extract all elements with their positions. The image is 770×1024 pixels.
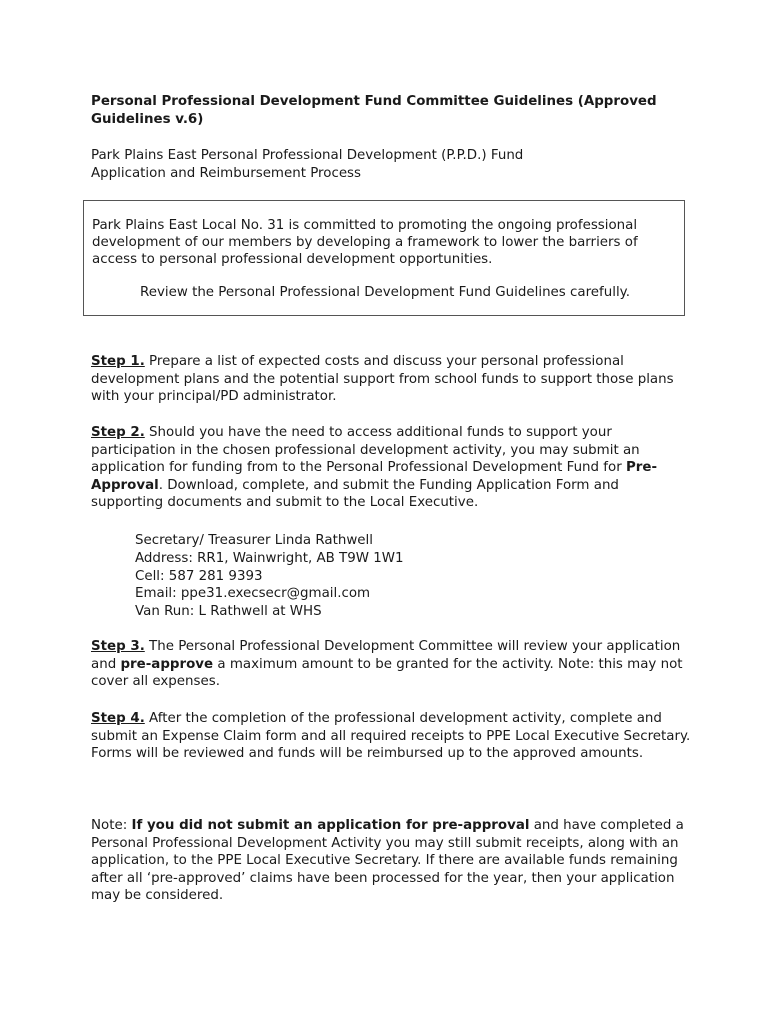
step-3-pre-approve: pre-approve: [120, 656, 214, 672]
contact-cell: Cell: 587 281 9393: [135, 568, 263, 584]
commitment-paragraph: Park Plains East Local No. 31 is committed to promoting the ongoing professional development of our members by developing a framework to lower the barriers of access to personal professional development opportunities.: [92, 218, 638, 267]
document-subtitle: [91, 147, 691, 182]
document-title: Personal Professional Development Fund Committee Guidelines (Approved Guidelines v.6): [91, 94, 657, 127]
note-prefix: Note:: [91, 818, 128, 833]
step-3-text-a: The Personal Professional Development Committee will review your application and: [91, 639, 681, 672]
step-4: [91, 710, 691, 763]
contact-block: [135, 532, 404, 621]
contact-address: Address: RR1, Wainwright, AB T9W 1W1: [135, 550, 404, 566]
review-instruction: Review the Personal Professional Development Fund Guidelines carefully.: [140, 285, 630, 300]
contact-name: Secretary/ Treasurer Linda Rathwell: [135, 533, 373, 548]
step-1: [91, 353, 691, 406]
step-3: [91, 638, 691, 691]
subtitle-line-2: Application and Reimbursement Process: [91, 165, 362, 181]
step-2-text-a: Should you have the need to access additional funds to support your participation in the chosen professional development activity, you may submit an application for funding from to the Personal Professional Development Fund for: [91, 425, 640, 476]
commitment-box: [83, 200, 685, 316]
step-2: [91, 424, 691, 512]
step-1-label: Step 1.: [91, 354, 145, 369]
step-2-text-b: . Download, complete, and submit the Funding Application Form and supporting documents and submit to the Local Executive.: [91, 477, 619, 511]
contact-van-run: Van Run: L Rathwell at WHS: [135, 604, 322, 620]
step-3-label: Step 3.: [91, 639, 145, 654]
step-2-pre-approval: Pre-Approval: [91, 460, 658, 493]
step-2-label: Step 2.: [91, 425, 145, 440]
step-4-text: After the completion of the professional development activity, complete and submit an Expense Claim form and all required receipts to PPE Local Executive Secretary. Forms will be reviewed and funds will be reimbursed up to the approved amounts.: [91, 711, 691, 762]
note-paragraph: [91, 817, 691, 905]
note-bold: If you did not submit an application for pre-approval: [131, 818, 530, 833]
step-4-label: Step 4.: [91, 711, 145, 726]
step-3-text-b: a maximum amount to be granted for the activity. Note: this may not cover all expenses.: [91, 656, 683, 690]
subtitle-line-1: Park Plains East Personal Professional Development (P.P.D.) Fund: [91, 148, 524, 163]
contact-email: Email: ppe31.execsecr@gmail.com: [135, 586, 371, 602]
note-text: and have completed a Personal Professional Development Activity you may still submit receipts, along with an application, to the PPE Local Executive Secretary. If there are available funds remaining after all ‘pre-approved’ claims have been processed for the year, then your application may be considered.: [91, 818, 684, 904]
step-1-text: Prepare a list of expected costs and discuss your personal professional development plans and the potential support from school funds to support those plans with your principal/PD administrator.: [91, 354, 674, 405]
